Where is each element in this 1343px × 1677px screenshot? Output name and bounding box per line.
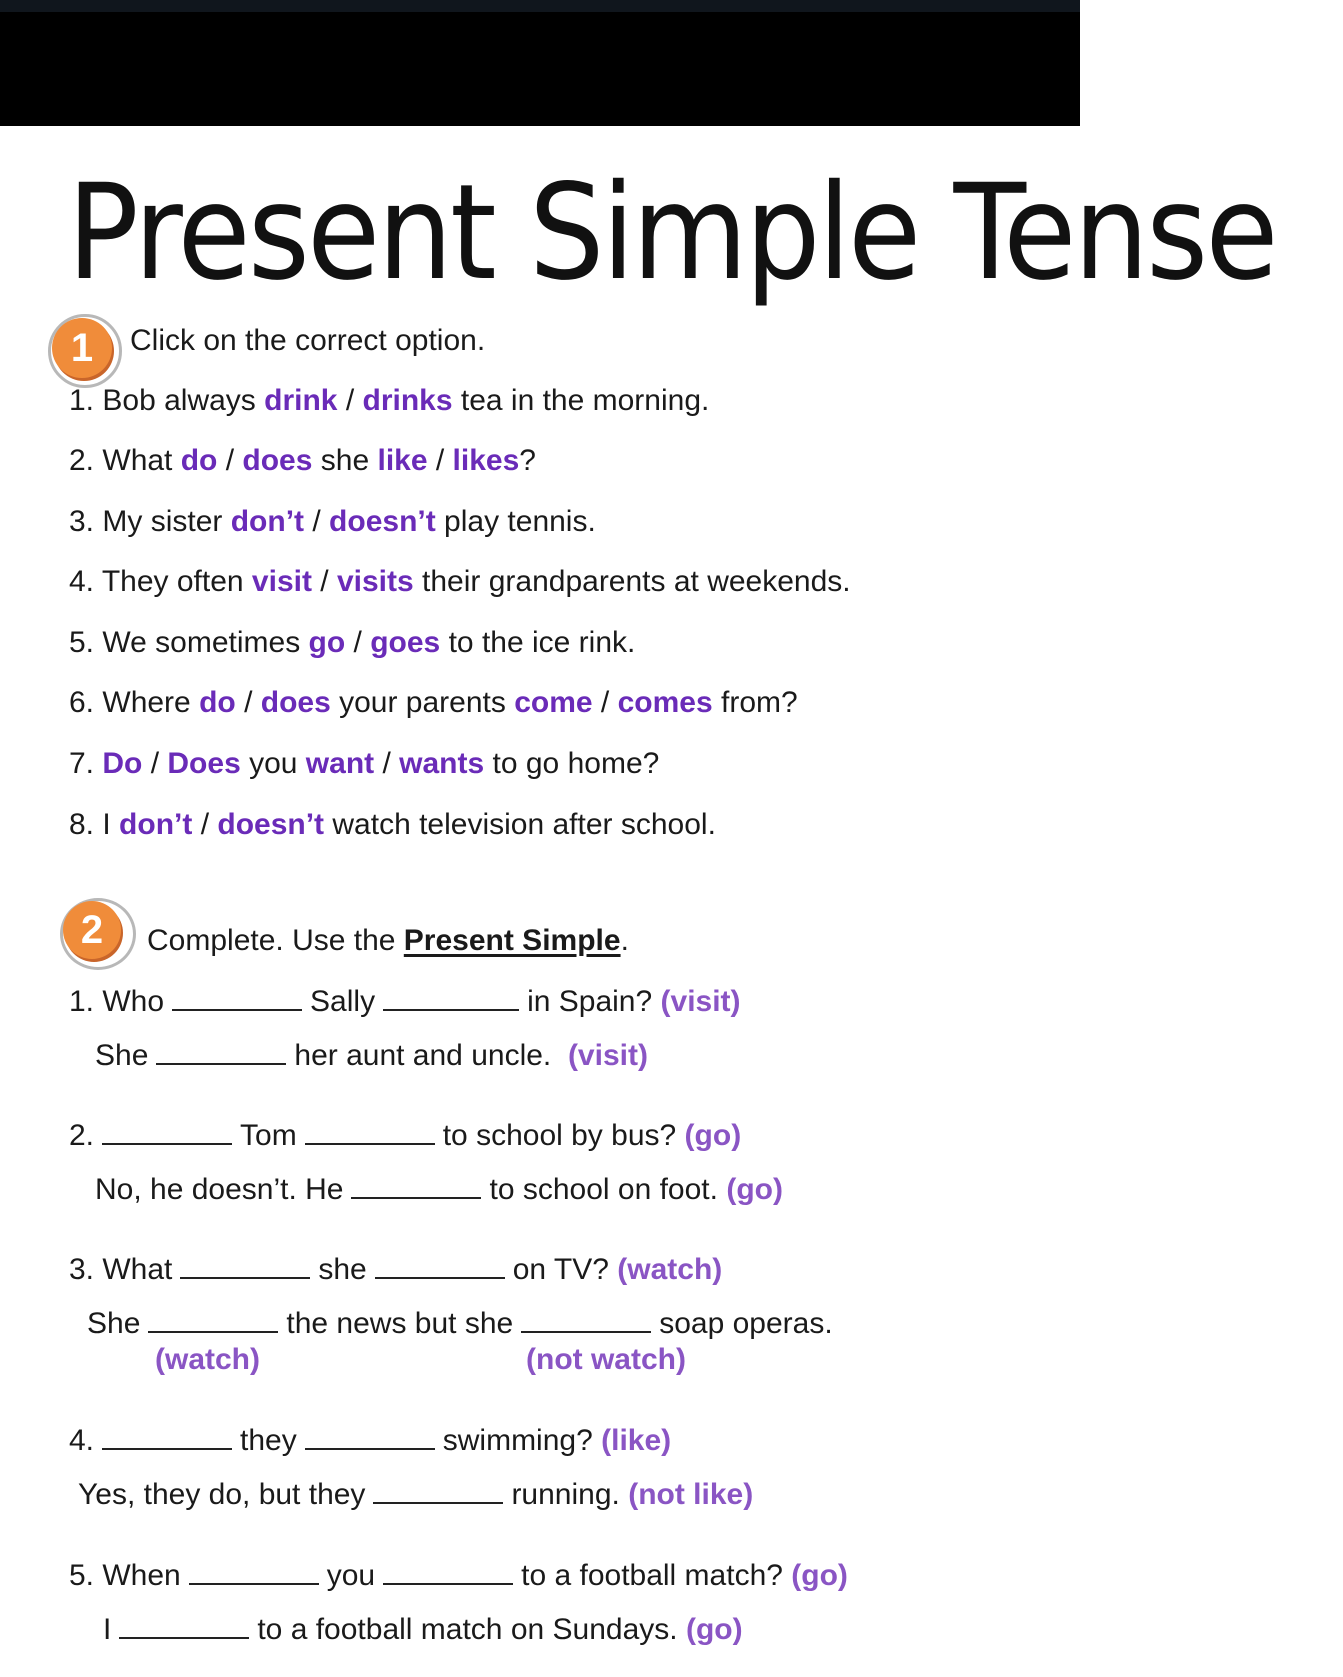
sentence-text: their grandparents at weekends. [413,565,851,598]
exercise-1-item [69,444,536,478]
option-choice[interactable]: do [180,444,218,477]
a-text: She [87,1307,141,1340]
a-text: She [95,1039,149,1072]
sentence-text: to the ice rink. [440,626,636,659]
q-text: Tom [240,1119,297,1152]
q-text: 1. Who [69,985,165,1018]
sentence-text: / [345,626,371,659]
answer-blank[interactable] [119,1613,249,1639]
ex2-answer-1 [95,1039,648,1073]
verb-hint: (go) [791,1559,848,1592]
sentence-text: / [142,747,168,780]
verb-hint: (go) [726,1173,783,1206]
q-text: they [240,1424,297,1457]
exercise-1-item [69,505,596,539]
sentence-text: / [592,686,618,719]
item-number: 8. [69,808,95,841]
instruction-emphasis: Present Simple [403,924,621,957]
option-choice[interactable]: does [260,686,331,719]
verb-hint: (visit) [660,985,741,1018]
item-number: 2. [69,444,95,477]
option-choice[interactable]: goes [370,626,441,659]
verb-hint-2: (not watch) [526,1343,686,1376]
sentence-text: / [304,505,330,538]
badge-number: 1 [52,318,112,378]
sentence-text: / [337,384,363,417]
verb-hint: (visit) [567,1039,648,1072]
exercise-1-item [69,686,798,720]
answer-blank[interactable] [375,1253,505,1279]
sentence-text: / [427,444,453,477]
sentence-text: We sometimes [102,626,309,659]
answer-blank[interactable] [305,1119,435,1145]
instruction-prefix: Complete. Use the [147,924,404,957]
answer-blank[interactable] [148,1307,278,1333]
option-choice[interactable]: go [308,626,346,659]
sentence-text: / [217,444,243,477]
exercise-2-badge [60,898,140,978]
option-choice[interactable]: don’t [119,808,193,841]
sentence-text: ? [519,444,536,477]
q-text: you [326,1559,376,1592]
option-choice[interactable]: doesn’t [217,808,325,841]
sentence-text: / [235,686,261,719]
item-number: 6. [69,686,95,719]
option-choice[interactable]: does [242,444,313,477]
sentence-text: you [240,747,306,780]
exercise-1-item [69,747,659,781]
option-choice[interactable]: drink [264,384,338,417]
q-text: to school by bus? [442,1119,677,1152]
a-text: I [103,1613,112,1646]
answer-blank[interactable] [521,1307,651,1333]
sentence-text: Where [102,686,200,719]
option-choice[interactable]: come [514,686,593,719]
answer-blank[interactable] [305,1424,435,1450]
q-text: in Spain? [527,985,653,1018]
exercise-1-badge [48,314,128,394]
answer-blank[interactable] [102,1424,232,1450]
item-number: 7. [69,747,95,780]
ex2-answer-4 [78,1478,753,1512]
exercise-1-item [69,626,635,660]
item-number: 3. [69,505,95,538]
sentence-text: from? [712,686,798,719]
sentence-text: tea in the morning. [452,384,710,417]
option-choice[interactable]: drinks [362,384,453,417]
option-choice[interactable]: like [377,444,428,477]
sentence-text: Bob always [102,384,265,417]
a-text: running. [511,1478,620,1511]
ex2-question-1 [69,985,741,1019]
option-choice[interactable]: likes [452,444,520,477]
a-text: soap operas. [659,1307,833,1340]
sentence-text: I [102,808,120,841]
item-number: 1. [69,384,95,417]
ex2-question-4 [69,1424,671,1458]
item-number: 4. [69,565,95,598]
sentence-text: play tennis. [435,505,596,538]
exercise-2-instruction [147,924,629,958]
verb-hint: (like) [601,1424,672,1457]
answer-blank[interactable] [102,1119,232,1145]
answer-blank[interactable] [156,1039,286,1065]
ex2-answer-2 [95,1173,783,1207]
page-title-text: Present Simple Tense [67,156,1276,310]
ex2-question-5 [69,1559,848,1593]
q-text: she [318,1253,367,1286]
option-choice[interactable]: wants [399,747,485,780]
item-number: 5. [69,626,95,659]
option-choice[interactable]: Do [102,747,143,780]
exercise-1-instruction: Click on the correct option. [130,324,486,357]
q-text: Sally [310,985,376,1018]
sentence-text: she [312,444,378,477]
ex2-question-2 [69,1119,741,1153]
verb-hint: (go) [685,1613,743,1646]
sentence-text: / [374,747,400,780]
verb-hint: (not like) [628,1478,754,1511]
a-text: her aunt and uncle. [294,1039,552,1072]
sentence-text: / [192,808,218,841]
top-bar-edge [0,0,1080,12]
answer-blank[interactable] [373,1478,503,1504]
top-bar [0,0,1080,126]
sentence-text: What [102,444,181,477]
verb-hint-1: (watch) [155,1343,260,1376]
verb-hint: (watch) [617,1253,723,1286]
sentence-text: They often [101,565,252,598]
sentence-text: My sister [102,505,231,538]
option-choice[interactable]: visit [251,565,312,598]
q-text: swimming? [442,1424,593,1457]
option-choice[interactable]: visits [336,565,414,598]
q-text: 5. When [69,1559,181,1592]
sentence-text: / [311,565,337,598]
answer-blank[interactable] [383,1559,513,1585]
answer-blank[interactable] [180,1253,310,1279]
q-text: 2. [69,1119,95,1152]
exercise-1-item [69,808,716,842]
sentence-text: your parents [330,686,515,719]
sentence-text: watch television after school. [324,808,716,841]
a-text: to school on foot. [489,1173,718,1206]
option-choice[interactable]: do [199,686,236,719]
q-text: to a football match? [521,1559,783,1592]
q-text: 4. [69,1424,95,1457]
q-text: on TV? [512,1253,609,1286]
badge-number: 2 [63,901,121,959]
ex2-answer-3 [87,1307,833,1341]
a-text: Yes, they do, but they [78,1478,366,1511]
answer-blank[interactable] [189,1559,319,1585]
a-text: No, he doesn’t. He [95,1173,344,1206]
sentence-text: to go home? [484,747,660,780]
option-choice[interactable]: Does [167,747,241,780]
ex2-question-3 [69,1253,722,1287]
exercise-1-item [69,384,709,418]
exercise-1-item [69,565,851,599]
a-text: the news but she [286,1307,514,1340]
answer-blank[interactable] [383,985,519,1011]
option-choice[interactable]: comes [617,686,713,719]
ex2-answer-5 [103,1613,743,1647]
a-text: to a football match on Sundays. [257,1613,678,1646]
verb-hint: (go) [684,1119,742,1152]
answer-blank[interactable] [351,1173,481,1199]
q-text: 3. What [69,1253,173,1286]
instruction-suffix: . [620,924,629,957]
option-choice[interactable]: doesn’t [329,505,436,538]
page-title [0,128,1276,338]
option-choice[interactable]: want [305,747,375,780]
option-choice[interactable]: don’t [230,505,305,538]
answer-blank[interactable] [172,985,302,1011]
